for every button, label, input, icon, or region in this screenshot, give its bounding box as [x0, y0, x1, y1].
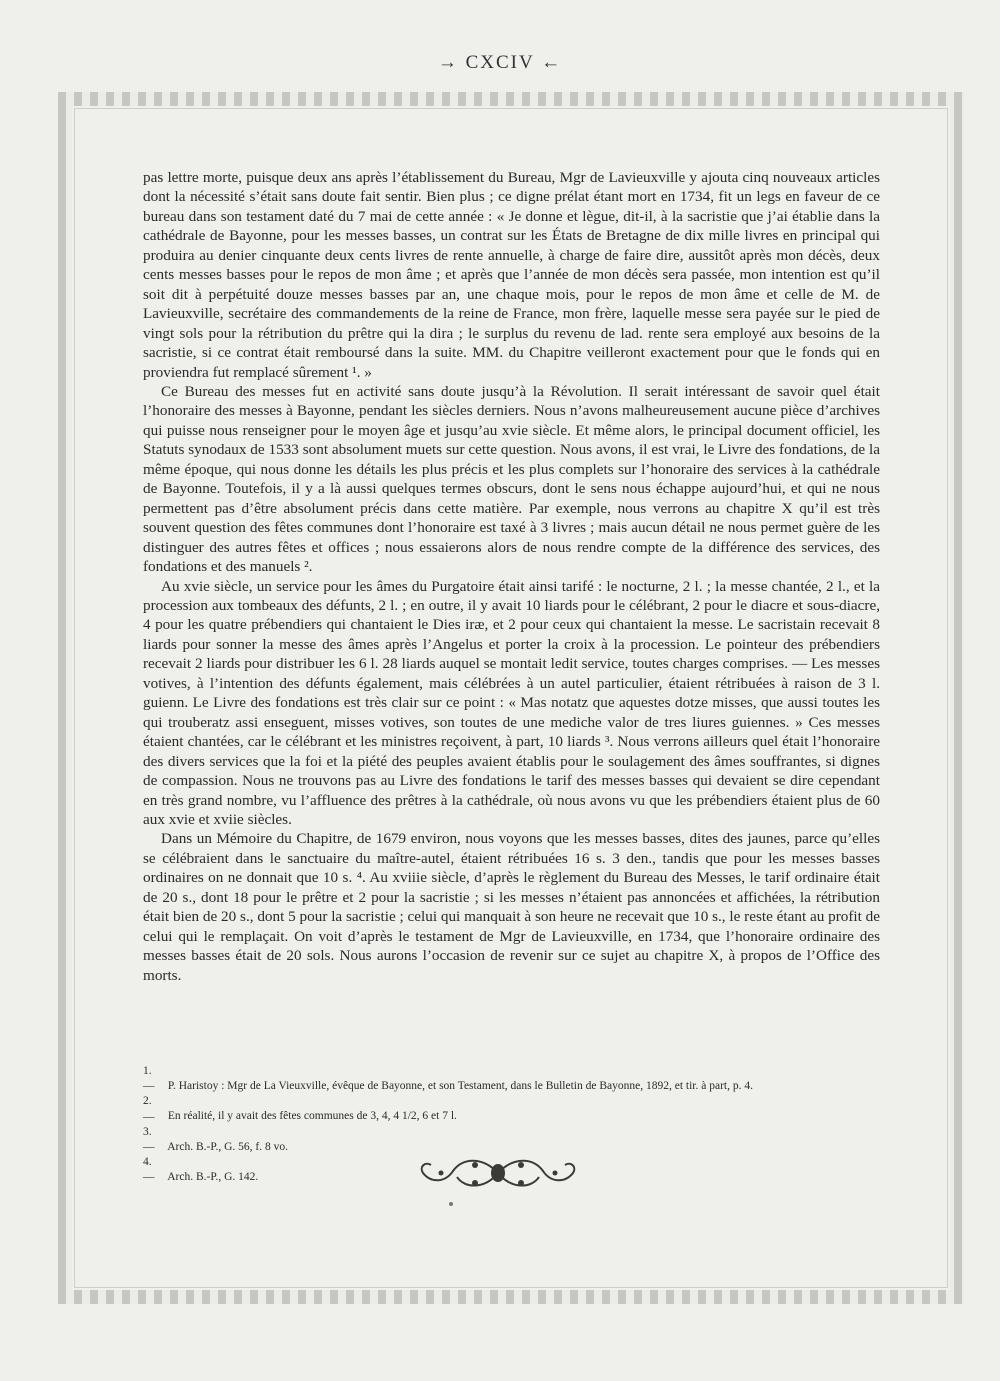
footnote — [143, 1064, 880, 1094]
paragraph: pas lettre morte, puisque deux ans après l’établissement du Bureau, Mgr de Lavieuxville y ajouta cinq nouveaux articles dont la nécessité s’était sans doute fait sentir. Bien plus ; ce digne prélat étant mort en 1734, fit un legs en faveur de ce bureau dans son testament daté du 7 mai de cette année : « Je donne et lègue, dit-il, à la sacristie que j’ai établie dans la cathédrale de Bayonne, pour les messes basses, un contrat sur les États de Bretagne de dix mille livres en principal qui produira au denier cinquante deux cents livres de rente annuelle, à charge de faire dire, aussitôt après mon décès, deux cents messes basses pour le repos de mon âme ; et après que l’année de mon décès sera passée, mon intention est qu’il soit dit à perpétuité douze messes basses par an, une chaque mois, pour le repos de mon âme et celle de M. de Lavieuxville, secrétaire des commandements de la reine de France, mon frère, laquelle messe sera payée sur le pied de vingt sols pour la rétribution du prêtre qui la dira ; le surplus du revenu de lad. rente sera employé aux besoins de la sacristie, si ce contrat était remboursé dans la suite. MM. du Chapitre veilleront exactement pour que le fonds qui en proviendra fut remplacé sûrement ¹. » — [143, 169, 880, 381]
footnote-number: 1. — — [143, 1065, 155, 1093]
paragraph: Au xvie siècle, un service pour les âmes du Purgatoire était ainsi tarifé : le nocturne, 2 l. ; la messe chantée, 2 l., et la procession aux tombeaux des défunts, 2 l. ; en outre, il y avait 10 liards pour le célébrant, 2 pour le diacre et sous-diacre, 4 pour les quatre prébendiers qui chantaient le Dies iræ, et 2 pour ceux qui chantaient la messe. Le sacristain recevait 8 liards pour sonner la messe des âmes après l’Angelus et porter la croix à la procession. Le pointeur des prébendiers recevait 2 liards pour distribuer les 6 l. 28 liards auquel se montait ledit service, toutes charges comprises. — Les messes votives, à l’intention des défunts également, mais célébrées à un autel particulier, étaient rétribuées à raison de 3 l. guienn. Le Livre des fondations est très clair sur ce point : « Mas notatz que aquestes dotze misses, que aussi toutes les qui trouberatz assi enseguent, misses votives, son toutes de une mediche valor de tres liures guiennes. » Ces messes étaient chantées, car le célébrant et les ministres reçoivent, à part, 10 liards ³. Nous verrons ailleurs quel était l’honoraire des divers services que la foi et la piété des peuples avaient établis pour le soulagement des âmes souffrantes, si dignes de compassion. Nous ne trouvons pas au Livre des fondations le tarif des messes basses qui devaient se dire cependant en très grand nombre, vu l’affluence des prêtres à la cathédrale, où nous avons vu que les prébendiers étaient plus de 60 aux xvie et xviie siècles. — [143, 577, 880, 828]
paragraph: Ce Bureau des messes fut en activité sans doute jusqu’à la Révolution. Il serait intéressant de savoir quel était l’honoraire des messes à Bayonne, pendant les siècles derniers. Nous n’avons malheureusement aucune pièce d’archives qui puisse nous renseigner pour le moyen âge et jusqu’au xvie siècle. Et même alors, le principal document officiel, les Statuts synodaux de 1533 sont absolument muets sur cette question. Nous avons, il est vrai, le Livre des fondations, de la même époque, qui nous donne les détails les plus précis et les plus complets sur l’honoraire des services à la cathédrale de Bayonne. Toutefois, il y a là aussi quelques termes obscurs, dont le sens nous échappe aujourd’hui, et qui ne nous permettent pas d’être absolument précis dans cette matière. Par exemple, nous verrons au chapitre X qu’il est très souvent question des fêtes communes dont l’honoraire est taxé à 3 livres ; mais aucun détail ne nous permet guère de les distinguer des autres fêtes et offices ; nous essaierons alors de nous rendre compte de la différence des services, des fondations et des manuels ². — [143, 382, 880, 576]
footnote-number: 4. — — [143, 1156, 155, 1184]
paragraph: Dans un Mémoire du Chapitre, de 1679 environ, nous voyons que les messes basses, dites des jaunes, parce qu’elles se célébraient dans le sanctuaire du maître-autel, étaient rétribuées 16 s. 3 den., tandis que pour les messes basses ordinaires on ne donnait que 10 s. ⁴. Au xviiie siècle, d’après le règlement du Bureau des Messes, le tarif ordinaire était de 20 s., dont 18 pour le prêtre et 2 pour la sacristie ; si les messes n’étaient pas annoncées et affichées, la rétribution était bien de 20 s., dont 5 pour la sacristie ; celui qui manquait à son heure ne recevait que 10 s., le reste étant au profit de celui qui le remplaçait. On voit d’après le testament de Mgr de Lavieuxville, en 1734, que l’honoraire ordinaire des messes basses était de 20 sols. Nous aurons l’occasion de revenir sur ce sujet au chapitre X, à propos de l’Office des morts. — [143, 830, 880, 984]
footnote — [143, 1094, 880, 1124]
footnote-text: Arch. B.-P., G. 56, f. 8 vo. — [167, 1141, 288, 1154]
ornament-dot — [449, 1202, 453, 1206]
footnote — [143, 1125, 880, 1155]
footnote-number: 3. — — [143, 1125, 155, 1154]
body-text — [143, 168, 880, 985]
page-number: → CXCIV ← — [437, 52, 563, 73]
footnote-number: 2. — — [143, 1095, 155, 1123]
footnote-text: P. Haristoy : Mgr de La Vieuxville, évêque de Bayonne, et son Testament, dans le Bulletin de Bayonne, 1892, et tir. à part, p. 4. — [167, 1080, 753, 1093]
footnote-text: En réalité, il y avait des fêtes communes de 3, 4, 4 1/2, 6 et 7 l. — [167, 1110, 457, 1123]
footnote-text: Arch. B.-P., G. 142. — [167, 1171, 259, 1184]
floral-tailpiece-ornament-icon — [413, 1153, 583, 1193]
